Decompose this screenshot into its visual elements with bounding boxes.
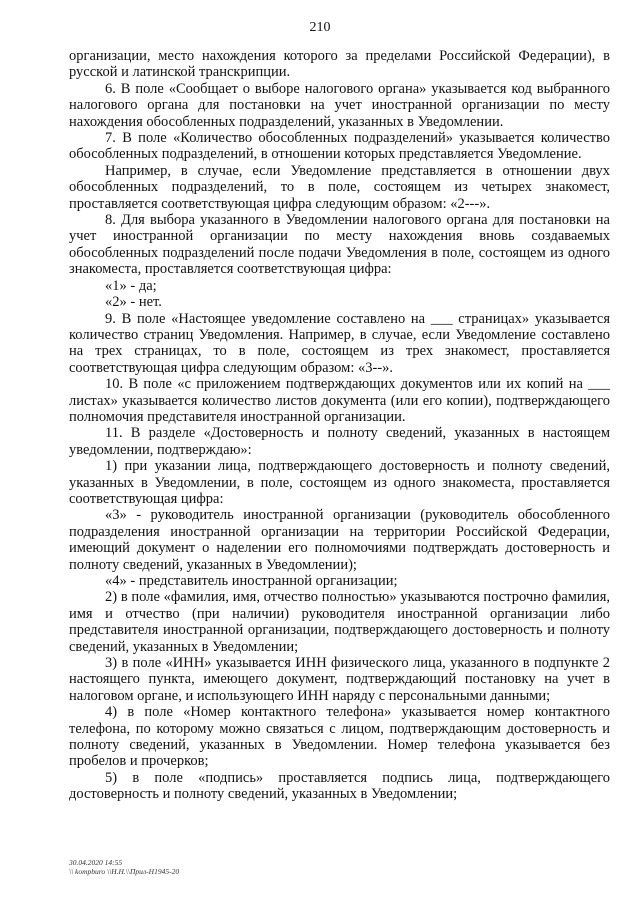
document-body <box>69 48 610 803</box>
paragraph: 7. В поле «Количество обособленных подразделений» указывается количество обособленных подразделений, в отношении которых представляется Уведомление. <box>69 130 610 163</box>
paragraph: Например, в случае, если Уведомление представляется в отношении двух обособленных подразделений, то в поле, состоящем из четырех знакомест, проставляется соответствующая цифра следующим образом: «2---». <box>69 162 610 212</box>
file-stamp-path: \\ kompburo \\Н.Н.\\Прил-Н1945-20 <box>69 867 180 876</box>
paragraph: «4» - представитель иностранной организации; <box>105 573 398 589</box>
paragraph: 10. В поле «с приложением подтверждающих документов или их копий на ___ листах» указывается количество листов документа (или его копии), подтверждающего полномочия представителя иностранной организации. <box>69 376 610 425</box>
paragraph: 3) в поле «ИНН» указывается ИНН физического лица, указанного в подпункте 2 настоящего пункта, имеющего документ, подтверждающий постановку на учет в налоговом органе, и использующего ИНН наряду с персональными данными; <box>69 655 610 704</box>
paragraph: организации, место нахождения которого за пределами Российской Федерации), в русской и латинской транскрипции. <box>69 48 610 81</box>
paragraph: «2» - нет. <box>105 294 162 311</box>
paragraph: 6. В поле «Сообщает о выборе налогового органа» указывается код выбранного налогового органа для постановки на учет иностранной организации по месту нахождения обособленных подразделений, указанных в Уведомлении. <box>69 80 610 130</box>
paragraph: 1) при указании лица, подтверждающего достоверность и полноту сведений, указанных в Уведомлении, в поле, состоящем из одного знакоместа, проставляется соответствующая цифра: <box>69 458 610 507</box>
page-number: 210 <box>309 20 331 35</box>
file-stamp <box>69 858 179 876</box>
file-stamp-date: 30.04.2020 14:55 <box>69 858 123 867</box>
paragraph: «1» - да; <box>105 277 157 294</box>
paragraph: «3» - руководитель иностранной организации (руководитель обособленного подразделения иностранной организации на территории Российской Федерации, имеющий документ о наделении его полномочиями подтверждать достоверность и полноту сведений, указанных в Уведомлении); <box>69 507 610 573</box>
paragraph: 4) в поле «Номер контактного телефона» указывается номер контактного телефона, по которому можно связаться с лицом, подтверждающим достоверность и полноту сведений, указанных в Уведомлении. Номер телефона указывается без пробелов и прочерков; <box>69 704 610 770</box>
paragraph: 2) в поле «фамилия, имя, отчество полностью» указываются построчно фамилия, имя и отчество (при наличии) руководителя иностранной организации либо представителя иностранной организации, подтверждающего достоверность и полноту сведений, указанных в Уведомлении; <box>69 589 610 655</box>
paragraph: 9. В поле «Настоящее уведомление составлено на ___ страницах» указывается количество страниц Уведомления. Например, в случае, если Уведомление составлено на трех страницах, то в поле, состоящем из трех знакомест, проставляется соответствующая цифра следующим образом: «3--». <box>69 310 610 376</box>
paragraph: 11. В разделе «Достоверность и полноту сведений, указанных в настоящем уведомлении, подтверждаю»: <box>69 425 610 458</box>
paragraph: 5) в поле «подпись» проставляется подпись лица, подтверждающего достоверность и полноту сведений, указанных в Уведомлении; <box>69 769 610 803</box>
paragraph: 8. Для выбора указанного в Уведомлении налогового органа для постановки на учет иностранной организации по месту нахождения вновь создаваемых обособленных подразделений после подачи Уведомления в поле, состоящем из одного знакоместа, проставляется соответствующая цифра: <box>69 212 610 278</box>
